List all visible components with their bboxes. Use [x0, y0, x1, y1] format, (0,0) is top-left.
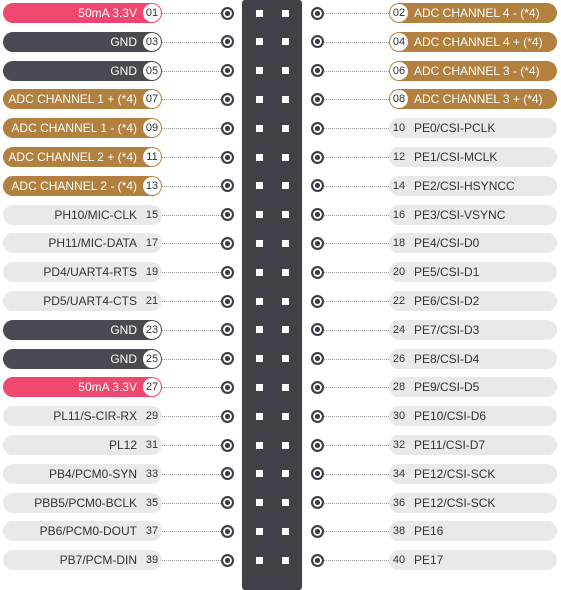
pin-name: PD5/UART4-CTS	[43, 294, 137, 308]
connector-dot-icon	[311, 151, 324, 164]
connector-dot-icon	[311, 381, 324, 394]
leader-line	[162, 71, 221, 72]
pin-22-label	[389, 291, 557, 311]
pin-name: 50mA 3.3V	[78, 6, 137, 20]
connector-dot-icon	[221, 93, 234, 106]
header-pin-10	[282, 125, 289, 132]
pin-12-label	[389, 147, 557, 167]
pin-23-label	[3, 320, 162, 340]
connector-dot-icon	[311, 410, 324, 423]
pin-name: GND	[110, 63, 137, 78]
header-pin-27	[256, 384, 263, 391]
pin-name: PE12/CSI-SCK	[414, 495, 496, 510]
pin-16-label	[389, 205, 557, 225]
connector-dot-icon	[311, 323, 324, 336]
pin-name: ADC CHANNEL 3 + (*4)	[414, 92, 543, 107]
pin-number: 38	[392, 525, 406, 538]
pin-17-label	[3, 233, 162, 253]
pin-32-label	[389, 435, 557, 455]
header-pin-35	[256, 499, 263, 506]
connector-dot-icon	[311, 237, 324, 250]
leader-line	[324, 13, 389, 14]
leader-line	[324, 157, 389, 158]
pin-number: 18	[392, 237, 406, 250]
pin-name: PE17	[414, 553, 444, 568]
connector-dot-icon	[221, 323, 234, 336]
leader-line	[162, 387, 221, 388]
pin-number: 09	[143, 119, 161, 137]
pin-number: 13	[143, 177, 161, 195]
connector-dot-icon	[311, 93, 324, 106]
pin-39-label	[3, 550, 162, 570]
pin-number: 31	[145, 439, 159, 451]
pin-number: 10	[392, 122, 406, 135]
connector-dot-icon	[311, 352, 324, 365]
pin-number: 28	[392, 381, 406, 394]
connector-dot-icon	[221, 7, 234, 20]
leader-line	[162, 560, 221, 561]
pin-number: 29	[145, 410, 159, 423]
header-pin-04	[282, 38, 289, 45]
leader-line	[162, 416, 221, 417]
header-pin-38	[282, 528, 289, 535]
pin-15-label	[3, 205, 162, 225]
pin-number: 17	[145, 237, 159, 250]
pin-number: 24	[392, 323, 406, 336]
pin-name: PE7/CSI-D3	[414, 322, 480, 337]
leader-line	[162, 215, 221, 216]
leader-line	[324, 416, 389, 417]
pin-name: PE9/CSI-D5	[414, 380, 480, 395]
pin-name: PE5/CSI-D1	[414, 265, 480, 280]
pin-name: PE12/CSI-SCK	[414, 466, 496, 481]
pin-02-label	[389, 3, 557, 23]
leader-line	[162, 474, 221, 475]
header-pin-05	[256, 67, 263, 74]
pin-33-label	[3, 464, 162, 484]
leader-line	[324, 503, 389, 504]
pin-name: PE1/CSI-MCLK	[414, 150, 498, 164]
leader-line	[324, 359, 389, 360]
header-pin-16	[282, 211, 289, 218]
header-pin-20	[282, 269, 289, 276]
pin-name: PL11/S-CIR-RX	[53, 409, 137, 424]
connector-dot-icon	[311, 525, 324, 538]
connector-dot-icon	[311, 496, 324, 509]
pin-name: PB4/PCM0-SYN	[48, 466, 137, 481]
leader-line	[324, 272, 389, 273]
leader-line	[162, 531, 221, 532]
pin-number: 15	[145, 208, 159, 221]
pin-19-label	[3, 262, 162, 282]
header-pin-13	[256, 182, 263, 189]
pin-18-label	[389, 233, 557, 253]
leader-line	[162, 330, 221, 331]
pin-29-label	[3, 406, 162, 426]
header-pin-30	[282, 413, 289, 420]
pin-number: 01	[143, 4, 161, 22]
pin-number: 04	[390, 33, 408, 51]
pin-name: PH11/MIC-DATA	[48, 236, 137, 251]
connector-dot-icon	[221, 237, 234, 250]
leader-line	[324, 243, 389, 244]
pin-number: 23	[143, 321, 161, 339]
connector-dot-icon	[221, 525, 234, 538]
pin-number: 14	[392, 179, 406, 192]
leader-line	[324, 474, 389, 475]
pin-name: ADC CHANNEL 4 - (*4)	[414, 6, 540, 20]
pin-name: PH10/MIC-CLK	[54, 207, 137, 222]
pin-number: 37	[145, 525, 159, 538]
pin-name: PE10/CSI-D6	[414, 409, 487, 424]
pin-08-label	[389, 89, 557, 109]
leader-line	[162, 99, 221, 100]
pin-13-label	[3, 176, 162, 196]
pin-name: ADC CHANNEL 3 - (*4)	[414, 63, 540, 78]
pin-name: PE8/CSI-D4	[414, 351, 480, 366]
header-pin-07	[256, 96, 263, 103]
leader-line	[324, 99, 389, 100]
header-pin-29	[256, 413, 263, 420]
header-pin-28	[282, 384, 289, 391]
leader-line	[162, 243, 221, 244]
pin-35-label	[3, 493, 162, 513]
pin-number: 03	[143, 33, 161, 51]
leader-line	[162, 445, 221, 446]
header-pin-12	[282, 154, 289, 161]
connector-dot-icon	[311, 266, 324, 279]
header-pin-31	[256, 442, 263, 449]
pin-number: 12	[392, 151, 406, 163]
connector-dot-icon	[221, 467, 234, 480]
header-pin-40	[282, 557, 289, 564]
pin-name: ADC CHANNEL 4 + (*4)	[414, 34, 543, 49]
pin-06-label	[389, 61, 557, 81]
pin-number: 20	[392, 266, 406, 279]
pin-number: 08	[390, 90, 408, 108]
header-pin-17	[256, 240, 263, 247]
leader-line	[162, 301, 221, 302]
pin-name: PB7/PCM-DIN	[59, 553, 137, 568]
header-pin-34	[282, 470, 289, 477]
header-pin-23	[256, 326, 263, 333]
connector-dot-icon	[221, 179, 234, 192]
leader-line	[324, 330, 389, 331]
pin-14-label	[389, 176, 557, 196]
pin-number: 22	[392, 295, 406, 307]
leader-line	[324, 215, 389, 216]
connector-dot-icon	[311, 7, 324, 20]
connector-dot-icon	[221, 496, 234, 509]
pin-number: 21	[145, 295, 159, 307]
header-pin-18	[282, 240, 289, 247]
pin-number: 26	[392, 352, 406, 365]
pin-name: PE0/CSI-PCLK	[414, 121, 496, 136]
connector-dot-icon	[221, 295, 234, 308]
pin-number: 25	[143, 350, 161, 368]
pin-36-label	[389, 493, 557, 513]
leader-line	[324, 128, 389, 129]
pin-27-label	[3, 377, 162, 397]
connector-dot-icon	[311, 554, 324, 567]
pin-number: 32	[392, 439, 406, 451]
leader-line	[324, 445, 389, 446]
pin-name: ADC CHANNEL 1 + (*4)	[8, 92, 137, 107]
pin-number: 16	[392, 208, 406, 221]
pin-number: 30	[392, 410, 406, 423]
leader-line	[162, 13, 221, 14]
leader-line	[162, 186, 221, 187]
pin-name: PE3/CSI-VSYNC	[414, 207, 506, 222]
pin-40-label	[389, 550, 557, 570]
pin-name: PE16	[414, 524, 444, 539]
connector-dot-icon	[221, 266, 234, 279]
pin-number: 35	[145, 496, 159, 509]
connector-dot-icon	[311, 64, 324, 77]
pin-name: PL12	[108, 438, 137, 452]
header-pin-09	[256, 125, 263, 132]
pin-number: 07	[143, 90, 161, 108]
pin-number: 39	[145, 554, 159, 567]
pin-11-label	[3, 147, 162, 167]
connector-dot-icon	[221, 439, 234, 452]
pin-name: PD4/UART4-RTS	[43, 265, 137, 280]
connector-dot-icon	[311, 122, 324, 135]
leader-line	[324, 531, 389, 532]
header-pin-32	[282, 442, 289, 449]
connector-dot-icon	[221, 122, 234, 135]
connector-dot-icon	[221, 352, 234, 365]
pin-01-label	[3, 3, 162, 23]
pin-37-label	[3, 521, 162, 541]
pin-name: PB6/PCM0-DOUT	[39, 524, 137, 539]
pin-number: 36	[392, 496, 406, 509]
leader-line	[324, 71, 389, 72]
connector-dot-icon	[311, 208, 324, 221]
pin-number: 06	[390, 62, 408, 80]
pin-name: ADC CHANNEL 2 - (*4)	[11, 178, 137, 193]
header-pin-22	[282, 298, 289, 305]
pin-name: PE4/CSI-D0	[414, 236, 480, 251]
pin-09-label	[3, 118, 162, 138]
pin-name: GND	[110, 322, 137, 337]
pin-name: 50mA 3.3V	[78, 380, 137, 395]
header-pin-06	[282, 67, 289, 74]
header-pin-11	[256, 154, 263, 161]
leader-line	[162, 503, 221, 504]
connector-dot-icon	[221, 35, 234, 48]
pin-30-label	[389, 406, 557, 426]
header-pin-02	[282, 10, 289, 17]
leader-line	[324, 42, 389, 43]
connector-dot-icon	[311, 35, 324, 48]
pin-number: 27	[143, 378, 161, 396]
connector-dot-icon	[221, 410, 234, 423]
pin-name: PE11/CSI-D7	[414, 438, 486, 452]
pin-25-label	[3, 349, 162, 369]
connector-dot-icon	[311, 179, 324, 192]
pin-name: ADC CHANNEL 1 - (*4)	[11, 121, 137, 136]
pin-38-label	[389, 521, 557, 541]
connector-dot-icon	[221, 151, 234, 164]
pin-34-label	[389, 464, 557, 484]
header-pin-21	[256, 298, 263, 305]
pin-number: 19	[145, 266, 159, 279]
leader-line	[162, 42, 221, 43]
header-pin-25	[256, 355, 263, 362]
header-pin-26	[282, 355, 289, 362]
pin-03-label	[3, 32, 162, 52]
connector-dot-icon	[311, 439, 324, 452]
connector-dot-icon	[311, 467, 324, 480]
pin-name: GND	[110, 351, 137, 366]
leader-line	[162, 359, 221, 360]
header-pin-03	[256, 38, 263, 45]
leader-line	[162, 157, 221, 158]
connector-dot-icon	[221, 64, 234, 77]
leader-line	[324, 186, 389, 187]
pin-31-label	[3, 435, 162, 455]
header-pin-14	[282, 182, 289, 189]
pin-header	[242, 0, 302, 590]
header-pin-08	[282, 96, 289, 103]
header-pin-39	[256, 557, 263, 564]
pin-number: 40	[392, 554, 406, 567]
pin-name: GND	[110, 34, 137, 49]
pin-number: 34	[392, 467, 406, 480]
header-pin-15	[256, 211, 263, 218]
pin-21-label	[3, 291, 162, 311]
pin-24-label	[389, 320, 557, 340]
pin-name: PE6/CSI-D2	[414, 294, 480, 308]
pin-07-label	[3, 89, 162, 109]
leader-line	[324, 387, 389, 388]
leader-line	[162, 272, 221, 273]
leader-line	[162, 128, 221, 129]
pin-20-label	[389, 262, 557, 282]
header-pin-24	[282, 326, 289, 333]
pin-number: 11	[143, 148, 161, 166]
connector-dot-icon	[221, 381, 234, 394]
connector-dot-icon	[221, 208, 234, 221]
header-pin-33	[256, 470, 263, 477]
pin-name: ADC CHANNEL 2 + (*4)	[8, 150, 137, 164]
leader-line	[324, 560, 389, 561]
pin-05-label	[3, 61, 162, 81]
header-pin-37	[256, 528, 263, 535]
connector-dot-icon	[311, 295, 324, 308]
pin-28-label	[389, 377, 557, 397]
header-pin-36	[282, 499, 289, 506]
connector-dot-icon	[221, 554, 234, 567]
pin-name: PBB5/PCM0-BCLK	[34, 495, 137, 510]
pin-04-label	[389, 32, 557, 52]
pin-number: 05	[143, 62, 161, 80]
leader-line	[324, 301, 389, 302]
pin-10-label	[389, 118, 557, 138]
pin-name: PE2/CSI-HSYNCC	[414, 178, 515, 193]
pin-number: 02	[390, 4, 408, 22]
header-pin-01	[256, 10, 263, 17]
pin-number: 33	[145, 467, 159, 480]
pin-26-label	[389, 349, 557, 369]
header-pin-19	[256, 269, 263, 276]
